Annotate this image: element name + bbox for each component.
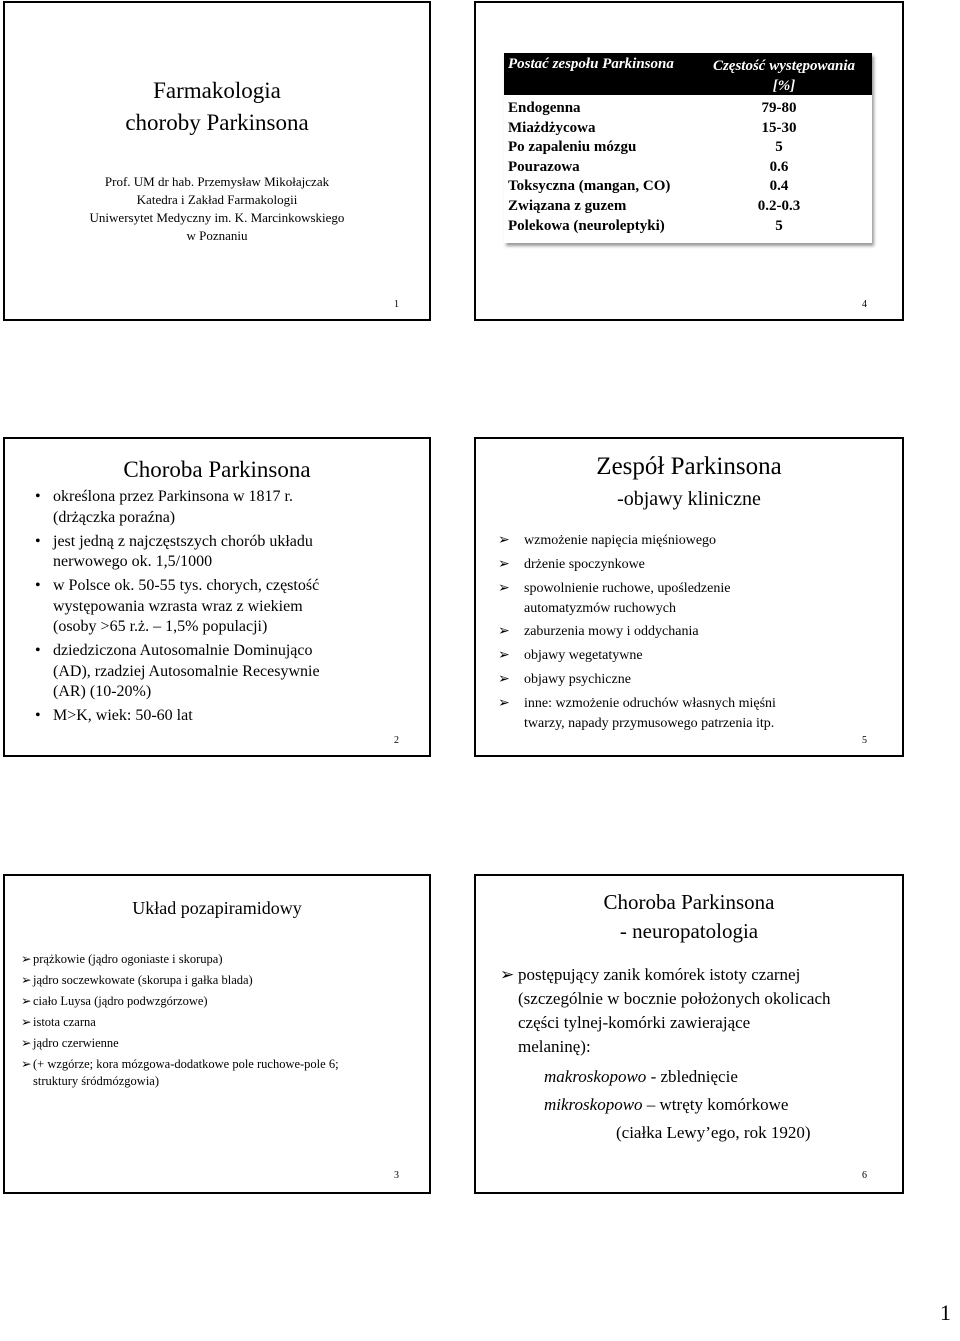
sub-items <box>500 1065 890 1117</box>
arrow-bullet-icon: ➢ <box>21 1057 32 1071</box>
arrow-bullet-icon: ➢ <box>21 952 32 966</box>
slide-title: Choroba Parkinsona <box>123 457 311 482</box>
list-item: ➢ istota czarna <box>21 1015 96 1029</box>
list-item: ➢ zaburzenia mowy i oddychania <box>498 622 878 642</box>
structure-list <box>21 951 421 1094</box>
slide-page-number: 1 <box>394 299 399 310</box>
list-item: ➢ wzmożenie napięcia mięśniowego <box>498 531 878 551</box>
frequency-cell: 0.4 <box>769 178 789 195</box>
slide-title: Farmakologia choroby Parkinsona <box>125 78 309 135</box>
slide-page-number: 6 <box>862 1170 867 1181</box>
list-item: • dziedziczona Autosomalnie Dominująco (AD), rzadziej Autosomalnie Recesywnie (AR) (10-20%) <box>35 642 320 700</box>
list-item: ➢ jądro czerwienne <box>21 1036 119 1050</box>
form-cell: Związana z guzem <box>508 197 627 214</box>
form-cell: Miażdżycowa <box>508 119 596 136</box>
arrow-bullet-icon: ➢ <box>498 624 510 640</box>
table-row <box>504 218 872 238</box>
lewy-bodies-note: (ciałka Lewy’ego, rok 1920) <box>616 1123 811 1142</box>
form-cell: Pourazowa <box>508 158 580 175</box>
arrow-bullet-icon: ➢ <box>21 1015 32 1029</box>
form-cell: Po zapaleniu mózgu <box>508 139 637 156</box>
list-item: ➢ ciało Luysa (jądro podwzgórzowe) <box>21 994 208 1008</box>
slide-page-number: 4 <box>862 299 867 310</box>
table-header <box>504 53 872 95</box>
frequency-cell: 5 <box>775 139 783 156</box>
list-item: ➢ (+ wzgórze; kora mózgowa-dodatkowe pole ruchowe-pole 6; struktury śródmózgowia) <box>21 1057 339 1088</box>
frequency-cell: 79-80 <box>761 100 797 116</box>
arrow-bullet-icon: ➢ <box>500 965 515 984</box>
table-row <box>504 159 872 179</box>
list-item: ➢ objawy wegetatywne <box>498 646 878 666</box>
table-row <box>504 139 872 159</box>
slide-page-number: 3 <box>394 1170 399 1181</box>
form-cell: Endogenna <box>508 100 581 116</box>
list-item: ➢ objawy psychiczne <box>498 670 878 690</box>
table-row <box>504 100 872 120</box>
slide-page-number: 5 <box>862 735 867 746</box>
arrow-bullet-icon: ➢ <box>498 671 510 687</box>
bullet-icon: • <box>35 577 41 594</box>
slide-2 <box>3 437 431 757</box>
slide-subtitle: -objawy kliniczne <box>617 488 761 510</box>
form-cell: Toksyczna (mangan, CO) <box>508 178 671 195</box>
list-item: • jest jedną z najczęstszych chorób układu nerwowego ok. 1,5/1000 <box>35 532 313 570</box>
list-item: ➢ postępujący zanik komórek istoty czarnej (szczególnie w bocznie położonych okolicach części tylnej-komórki zawierające melaninę): <box>500 965 831 1056</box>
header-frequency: Częstość występowania [%] <box>712 58 856 94</box>
slide-1 <box>3 1 431 321</box>
arrow-bullet-icon: ➢ <box>21 1036 32 1050</box>
frequency-cell: 0.2-0.3 <box>757 197 801 214</box>
bullet-icon: • <box>35 488 41 505</box>
bullet-icon: • <box>35 532 41 550</box>
bullet-icon: • <box>35 642 41 659</box>
list-item: ➢ drżenie spoczynkowe <box>498 555 878 575</box>
arrow-bullet-icon: ➢ <box>21 994 32 1008</box>
list-item: • w Polsce ok. 50-55 tys. chorych, częstość występowania wzrasta wraz z wiekiem (osoby >65 r.ż. – 1,5% populacji) <box>35 577 320 635</box>
table-row <box>504 120 872 140</box>
bullet-icon: • <box>35 707 41 724</box>
slide-5 <box>474 437 904 757</box>
macroscopic-line: makroskopowo - zblednięcie <box>544 1067 738 1086</box>
slide-3 <box>3 874 431 1194</box>
frequency-cell: 0.6 <box>769 158 789 175</box>
arrow-bullet-icon: ➢ <box>498 533 510 548</box>
list-item: ➢ inne: wzmożenie odruchów własnych mięśni twarzy, napady przymusowego patrzenia itp. <box>498 695 776 731</box>
table-row <box>504 198 872 218</box>
slide-4 <box>474 1 904 321</box>
arrow-bullet-icon: ➢ <box>498 580 510 596</box>
microscopic-line: mikroskopowo – wtręty komórkowe <box>544 1095 789 1114</box>
bullet-list <box>27 487 407 730</box>
frequency-cell: 15-30 <box>761 119 797 136</box>
table-row <box>504 178 872 198</box>
table-body <box>504 95 872 237</box>
list-item: ➢ spowolnienie ruchowe, upośledzenie automatyzmów ruchowych <box>498 580 731 616</box>
symptom-list <box>498 531 878 738</box>
list-item: ➢ jądro soczewkowate (skorupa i gałka blada) <box>21 973 253 987</box>
list-item: ➢ prążkowie (jądro ogoniaste i skorupa) <box>21 952 223 966</box>
arrow-bullet-icon: ➢ <box>21 973 32 987</box>
slide-title: Zespół Parkinsona <box>596 453 782 480</box>
header-form: Postać zespołu Parkinsona <box>508 56 674 72</box>
author-info: Prof. UM dr hab. Przemysław Mikołajczak Katedra i Zakład Farmakologii Uniwersytet Medyczny im. K. Marcinkowskiego w Poznaniu <box>89 174 345 243</box>
arrow-bullet-icon: ➢ <box>498 695 510 711</box>
slide-page-number: 2 <box>394 735 399 746</box>
arrow-bullet-icon: ➢ <box>498 648 510 664</box>
slide-6 <box>474 874 904 1194</box>
form-cell: Polekowa (neuroleptyki) <box>508 217 665 234</box>
document-page-number: 1 <box>940 1300 951 1325</box>
frequency-cell: 5 <box>775 217 783 234</box>
neuropathology-content <box>500 963 890 1145</box>
arrow-bullet-icon: ➢ <box>498 556 510 572</box>
list-item: • M>K, wiek: 50-60 lat <box>27 706 407 727</box>
frequency-table <box>504 53 872 243</box>
list-item: • określona przez Parkinsona w 1817 r. (drżączka poraźna) <box>35 488 293 526</box>
slide-title: Układ pozapiramidowy <box>132 898 302 918</box>
slide-title: Choroba Parkinsona - neuropatologia <box>603 890 775 943</box>
